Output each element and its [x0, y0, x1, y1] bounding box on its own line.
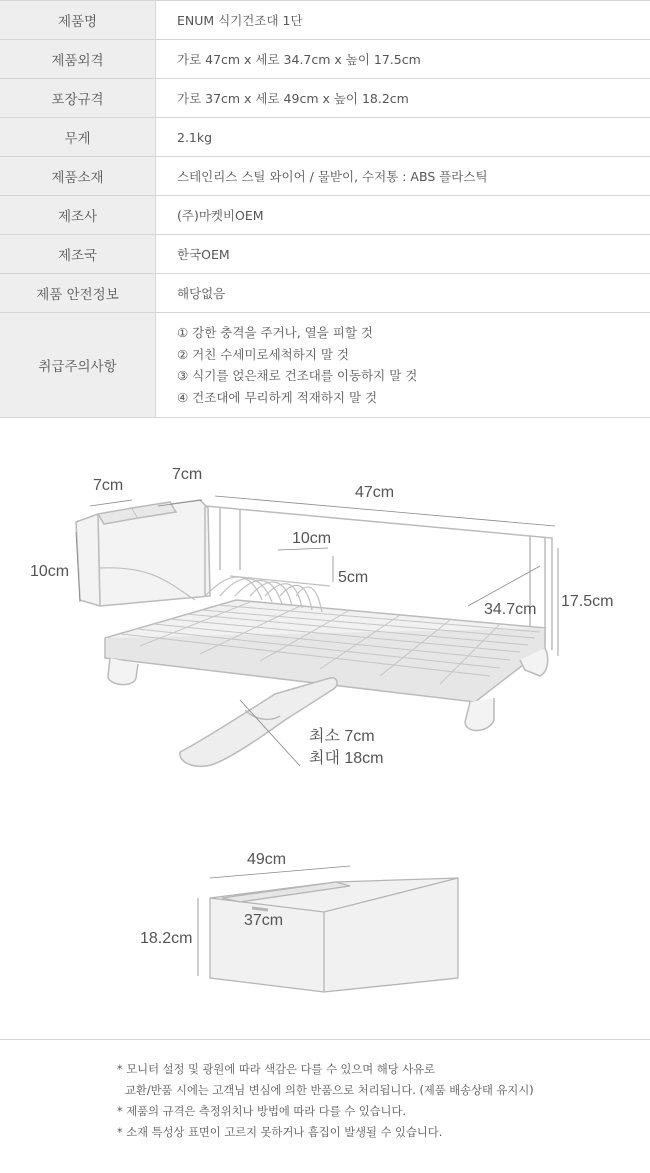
spec-row-caution: [0, 313, 650, 418]
spec-value: 해당없음: [156, 274, 650, 313]
spec-value: 한국OEM: [156, 235, 650, 274]
caution-item: ② 거친 수세미로세척하지 말 것: [177, 346, 350, 362]
caution-item: ④ 건조대에 무리하게 적재하지 말 것: [177, 389, 378, 405]
note-line: * 소재 특성상 표면이 고르지 못하거나 흠집이 발생될 수 있습니다.: [117, 1126, 443, 1139]
plate-rack-height-label: 5cm: [338, 569, 369, 586]
rack-width-label: 47cm: [355, 484, 395, 501]
spout-min-label: 최소 7cm: [309, 728, 375, 745]
spec-value: (주)마켓비OEM: [156, 196, 650, 235]
spec-row-maker: [0, 196, 650, 235]
spec-label: 무게: [0, 118, 156, 157]
spec-label: 제품 안전정보: [0, 274, 156, 313]
spec-row-material: [0, 157, 650, 196]
spec-row-size: [0, 40, 650, 79]
notes: [0, 1040, 650, 1173]
dimension-diagram: [0, 420, 650, 1040]
spec-row-name: [0, 1, 650, 40]
spec-label: 제조사: [0, 196, 156, 235]
spec-label: 포장규격: [0, 79, 156, 118]
spec-row-country: [0, 235, 650, 274]
spec-row-package: [0, 79, 650, 118]
rack-height-label: 17.5cm: [561, 593, 614, 610]
spec-row-safety: [0, 274, 650, 313]
cutlery-height-label: 10cm: [30, 563, 70, 580]
spec-label: 제품소재: [0, 157, 156, 196]
spec-row-weight: [0, 118, 650, 157]
spec-value: 2.1kg: [156, 118, 650, 157]
spout-max-label: 최대 18cm: [309, 750, 384, 767]
spec-label: 제품명: [0, 1, 156, 40]
spec-label: 제조국: [0, 235, 156, 274]
caution-list: [156, 313, 650, 418]
note-line: 교환/반품 시에는 고객님 변심에 의한 반품으로 처리됩니다. (제품 배송상태 유지시): [125, 1084, 534, 1097]
spec-label: 제품외격: [0, 40, 156, 79]
note-line: * 모니터 설정 및 광원에 따라 색감은 다를 수 있으며 해당 사유로: [117, 1063, 435, 1076]
caution-item: ① 강한 충격을 주거나, 열을 피할 것: [177, 325, 373, 340]
box-width-label: 37cm: [244, 912, 284, 929]
cutlery-width-1-label: 7cm: [93, 477, 124, 494]
spec-value: 가로 37cm x 세로 49cm x 높이 18.2cm: [156, 79, 650, 118]
box-length-label: 49cm: [247, 851, 287, 868]
caution-item: ③ 식기를 얹은채로 건조대를 이동하지 말 것: [177, 368, 418, 383]
spec-value: 가로 47cm x 세로 34.7cm x 높이 17.5cm: [156, 40, 650, 79]
spec-table: [0, 0, 650, 418]
note-line: * 제품의 규격은 측정위치나 방법에 따라 다를 수 있습니다.: [117, 1105, 406, 1118]
box-height-label: 18.2cm: [140, 930, 193, 947]
rack-depth-label: 34.7cm: [484, 601, 537, 618]
spec-value: ENUM 식기건조대 1단: [156, 1, 650, 40]
plate-rack-length-label: 10cm: [292, 530, 332, 547]
spec-value: 스테인리스 스틸 와이어 / 물받이, 수저통 : ABS 플라스틱: [156, 157, 650, 196]
cutlery-width-2-label: 7cm: [172, 466, 203, 483]
spec-label: 취급주의사항: [0, 313, 156, 418]
